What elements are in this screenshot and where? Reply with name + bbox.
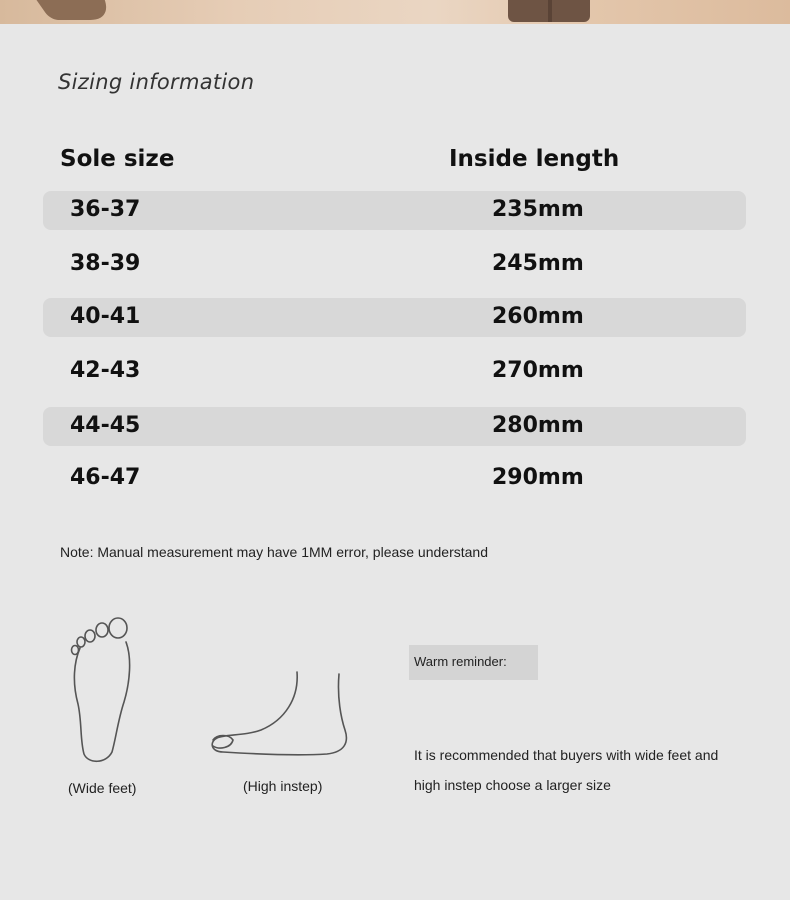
sole-size-cell: 44-45 (70, 413, 141, 438)
reminder-advice (414, 740, 754, 800)
reminder-advice-line-2: high instep choose a larger size (414, 777, 611, 793)
high-instep-foot-sketch-icon (205, 668, 355, 764)
table-row (43, 298, 746, 337)
sole-size-cell: 46-47 (70, 465, 141, 490)
inside-length-cell: 235mm (492, 197, 584, 222)
inside-length-cell: 245mm (492, 251, 584, 276)
measurement-note: Note: Manual measurement may have 1MM error, please understand (60, 544, 488, 560)
wide-feet-caption: (Wide feet) (68, 780, 137, 796)
section-title: Sizing information (58, 70, 255, 94)
inside-length-cell: 260mm (492, 304, 584, 329)
table-row (43, 407, 746, 446)
sole-size-cell: 36-37 (70, 197, 141, 222)
inside-length-cell: 270mm (492, 358, 584, 383)
high-instep-caption: (High instep) (243, 778, 323, 794)
inside-length-cell: 290mm (492, 465, 584, 490)
table-row (43, 459, 746, 498)
product-photo-strip (0, 0, 790, 24)
inside-length-cell: 280mm (492, 413, 584, 438)
shoe-strap (548, 0, 552, 22)
wide-foot-sketch-icon (66, 612, 140, 767)
table-row (43, 245, 746, 284)
warm-reminder-label: Warm reminder: (409, 645, 538, 680)
column-header-inside-length: Inside length (449, 146, 620, 172)
table-row (43, 191, 746, 230)
shoe-photo-left (29, 0, 120, 20)
sole-size-cell: 42-43 (70, 358, 141, 383)
table-row (43, 352, 746, 391)
sole-size-cell: 40-41 (70, 304, 141, 329)
sole-size-cell: 38-39 (70, 251, 141, 276)
reminder-advice-line-1: It is recommended that buyers with wide feet and (414, 747, 719, 763)
column-header-sole-size: Sole size (60, 146, 175, 172)
